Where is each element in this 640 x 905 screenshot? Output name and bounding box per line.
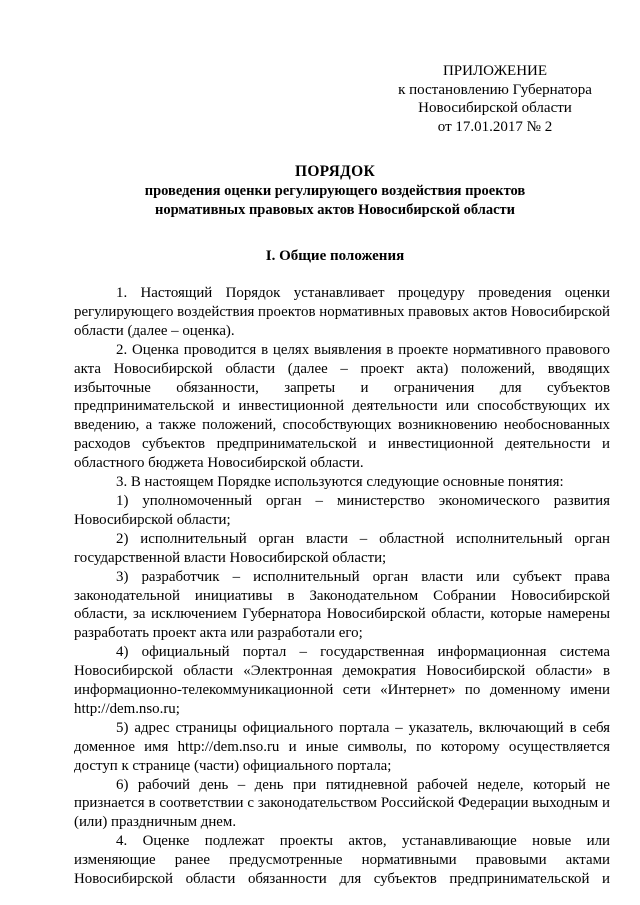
definition-4: 4) официальный портал – государственная информационная система Новосибирской области «Электронная демократия Новосибирской области» в информационно-телекоммуникационной сети «Интернет» по доменному имени http://dem.nso.ru;	[74, 644, 610, 717]
paragraph-3: 3. В настоящем Порядке используются следующие основные понятия:	[116, 474, 564, 491]
appendix-label: ПРИЛОЖЕНИЕ	[442, 63, 548, 79]
appendix-decree-line: к постановлению Губернатора	[398, 81, 592, 98]
definition-1: 1) уполномоченный орган – министерство экономического развития Новосибирской области;	[74, 492, 610, 528]
paragraph-2: 2. Оценка проводится в целях выявления в проекте нормативного правового акта Новосибирской области (далее – проект акта) положений, вводящих избыточные обязанности, запреты и ограничения для субъектов предпринимательской и инвестиционной деятельности или способствующих их введению, а также положений, способствующих возникновению необоснованных расходов субъектов предпринимательской и инвестиционной деятельности и областного бюджета Новосибирской области.	[74, 341, 610, 472]
title-subtitle-line1: проведения оценки регулирующего воздействия проектов	[144, 183, 526, 199]
appendix-header	[380, 62, 610, 136]
definition-5: 5) адрес страницы официального портала – указатель, включающий в себя доменное имя http://dem.nso.ru и иные символы, по которому осуществляется доступ к странице (части) официального портала;	[74, 719, 610, 774]
paragraph-1: 1. Настоящий Порядок устанавливает процедуру проведения оценки регулирующего воздействия проектов нормативных правовых актов Новосибирской области (далее – оценка).	[74, 285, 610, 339]
appendix-region-line: Новосибирской области	[418, 100, 572, 117]
title-main: ПОРЯДОК	[294, 163, 376, 180]
section-heading: I. Общие положения	[265, 248, 405, 264]
definition-2: 2) исполнительный орган власти – областной исполнительный орган государственной власти Новосибирской области;	[74, 530, 610, 566]
definition-6: 6) рабочий день – день при пятидневной рабочей неделе, который не признается в соответствии с законодательством Российской Федерации выходным и (или) праздничным днем.	[74, 776, 610, 831]
document-title	[60, 162, 610, 220]
document-body	[74, 284, 610, 889]
paragraph-4: 4. Оценке подлежат проекты актов, устанавливающие новые или изменяющие ранее предусмотренные нормативными правовыми актами Новосибирской области обязанности для субъектов предпринимательской и	[74, 833, 610, 888]
definition-3: 3) разработчик – исполнительный орган власти или субъект права законодательной инициативы в Законодательном Собрании Новосибирской области, за исключением Губернатора Новосибирской области, которые намерены разработать проект акта или разработали его;	[74, 568, 610, 642]
appendix-date-line: от 17.01.2017 № 2	[437, 118, 553, 135]
title-subtitle-line2: нормативных правовых актов Новосибирской области	[154, 202, 516, 218]
